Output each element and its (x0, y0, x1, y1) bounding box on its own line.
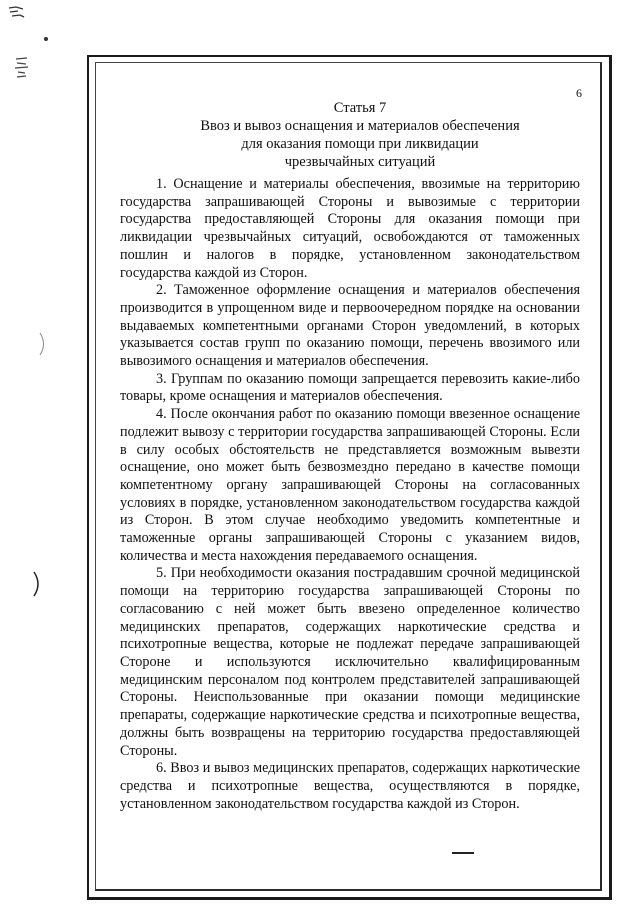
article-subtitle-line-3: чрезвычайных ситуаций (284, 154, 436, 170)
page-footer-mark (452, 852, 474, 854)
hole-punch-icon (32, 570, 42, 598)
scan-mark-icon (8, 5, 26, 19)
article-subtitle-line-2: для оказания помощи при ликвидации (241, 136, 479, 152)
article-body (120, 176, 580, 813)
paragraph-1: 1. Оснащение и материалы обеспечения, ввозимые на территорию государства запрашивающей Стороны и вывозимые с территории государства предоставляющей Стороны для оказания помощи при ликвидации чрезвычайных ситуаций, освобождаются от таможенных пошлин и налогов в порядке, установленном законодательством государства каждой из Сторон. (120, 176, 580, 281)
paragraph-2: 2. Таможенное оформление оснащения и материалов обеспечения производится в упрощенном виде и первоочередном порядке на основании выдаваемых компетентными органами Сторон уведомлений, в которых указывается состав групп по оказанию помощи, перечень ввозимого или вывозимого оснащения и материалов обеспечения. (120, 282, 580, 370)
paragraph-6: 6. Ввоз и вывоз медицинских препаратов, содержащих наркотические средства и психотропные вещества, осуществляются в порядке, установленном законодательством государства каждой из Сторон. (120, 760, 580, 812)
page-number: 6 (576, 86, 582, 100)
paragraph-4: 4. После окончания работ по оказанию помощи ввезенное оснащение подлежит вывозу с территории государства запрашивающей Стороны. Если в силу особых обстоятельств не представляется возможным вывезти оснащение, оно может быть безвозмездно передано в качестве помощи компетентному органу запрашивающей Стороны на согласованных условиях в порядке, установленном законодательством государства каждой из Сторон. В этом случае необходимо уведомить компетентные и таможенные органы запрашивающей Стороны с указанием видов, количества и места нахождения передаваемого оснащения. (120, 406, 580, 564)
hole-punch-icon (38, 331, 48, 357)
article-subtitle-line-1: Ввоз и вывоз оснащения и материалов обеспечения (200, 118, 520, 134)
scan-dot-icon (44, 37, 48, 41)
scan-mark-icon (14, 55, 30, 81)
article-title: Статья 7 (333, 100, 387, 116)
paragraph-3: 3. Группам по оказанию помощи запрещается перевозить какие-либо товары, кроме оснащения и материалов обеспечения. (120, 370, 580, 405)
paragraph-5: 5. При необходимости оказания пострадавшим срочной медицинской помощи на территорию государства запрашивающей Стороны по согласованию с ней может быть ввезено определенное количество медицинских препаратов, содержащих наркотические средства и психотропные вещества, которые не подлежат передаче запрашивающей Стороне и используются исключительно квалифицированным медицинским персоналом под контролем представителей запрашивающей Стороны. Неиспользованные при оказании помощи медицинские препараты, содержащие наркотические средства и психотропные вещества, должны быть возвращены на территорию государства предоставляющей Стороны. (120, 565, 580, 759)
